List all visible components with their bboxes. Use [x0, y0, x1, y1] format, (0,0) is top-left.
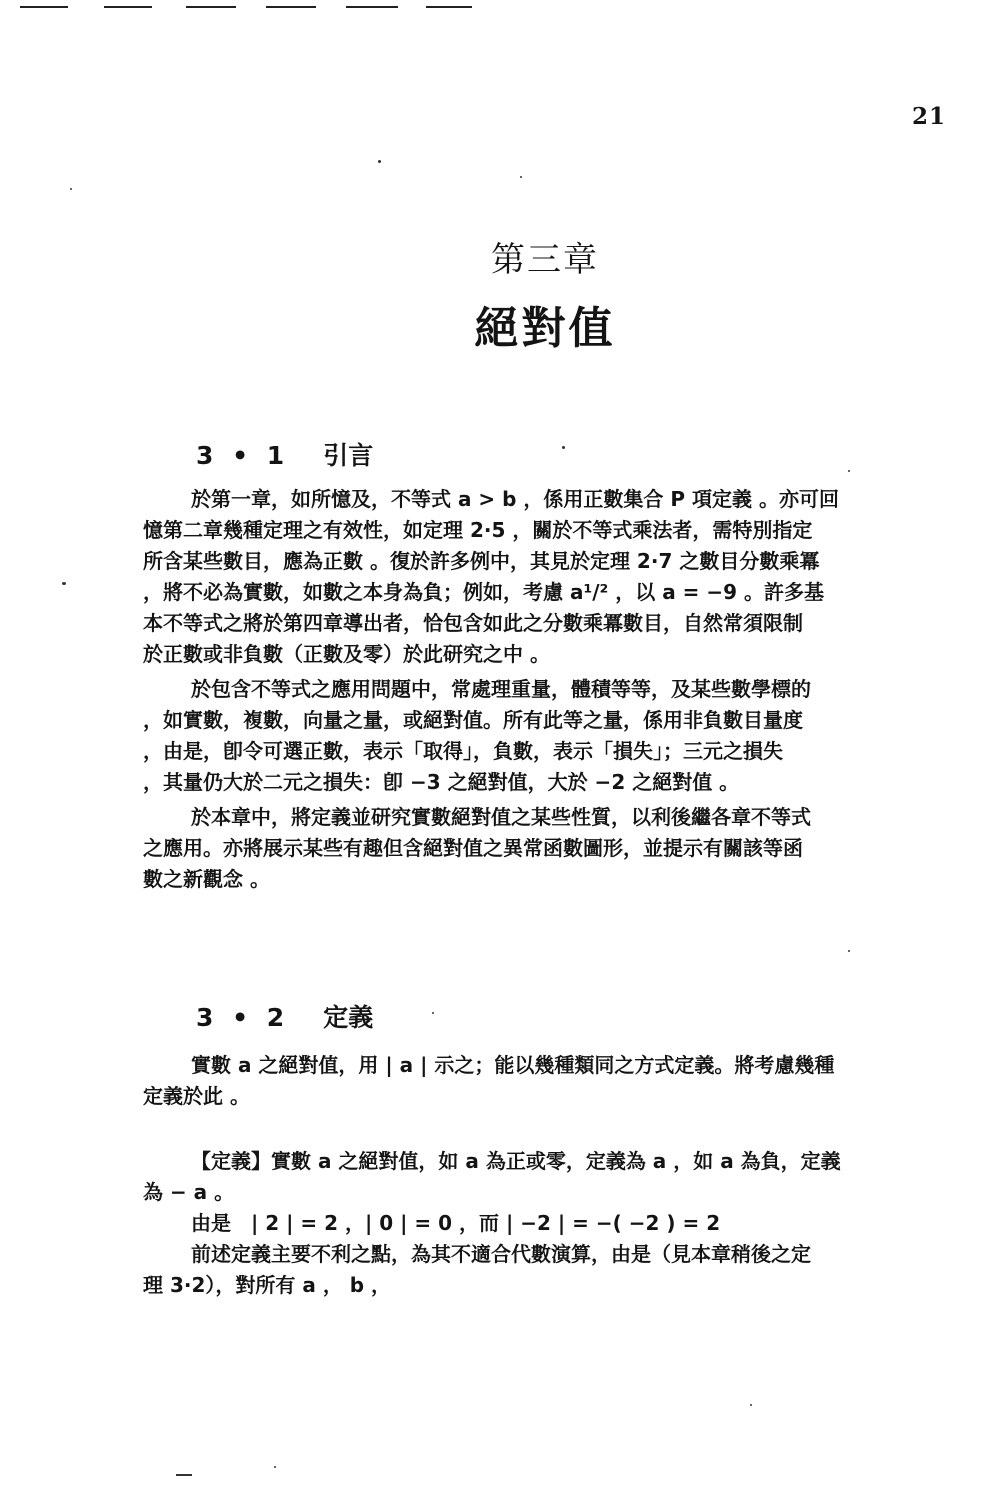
text-line: 由是 | 2 | = 2 ，| 0 | = 0 ，而 | −2 | = −( −2 ) = 2: [191, 1211, 721, 1235]
text-line: 憶第二章幾種定理之有效性，如定理 2·5 ，關於不等式乘法者，需特別指定: [143, 518, 813, 542]
chapter-label: 第三章: [491, 240, 599, 280]
text-line: ，如實數，複數，向量之量，或絕對值。所有此等之量，係用非負數目量度: [143, 708, 803, 732]
text-line: 為 − a 。: [143, 1180, 235, 1204]
paragraph: [143, 802, 963, 895]
scan-speck: [274, 1466, 276, 1468]
definition-block: [143, 1146, 963, 1208]
paragraph: [143, 1239, 963, 1301]
text-line: 數之新觀念 。: [143, 867, 270, 891]
text-line: 於本章中，將定義並研究實數絕對值之某些性質，以利後繼各章不等式: [191, 805, 811, 829]
text-line: 實數 a 之絕對值，用 | a | 示之；能以幾種類同之方式定義。將考慮幾種: [191, 1053, 835, 1077]
scan-speck: [176, 1474, 192, 1476]
text-line: 於正數或非負數（正數及零）於此研究之中 。: [143, 642, 550, 666]
text-line: 前述定義主要不利之點，為其不適合代數演算，由是（見本章稍後之定: [191, 1242, 811, 1266]
section-body-3-1: [143, 484, 963, 899]
text-line: 所含某些數目，應為正數 。復於許多例中，其見於定理 2·7 之數目分數乘冪: [143, 549, 820, 573]
section-heading-3-1: [196, 436, 373, 472]
scan-speck: [562, 446, 565, 449]
text-line: 理 3·2），對所有 a ， b ，: [143, 1273, 392, 1297]
text-line: ，由是，卽令可選正數，表示「取得」，負數，表示「損失」；三元之損失: [143, 739, 783, 763]
section-body-3-2: [143, 1050, 963, 1301]
text-line: 之應用。亦將展示某些有趣但含絕對值之異常函數圖形，並提示有關該等函: [143, 836, 803, 860]
scan-speck: [62, 582, 66, 585]
scan-speck: [378, 160, 381, 163]
scan-speck: [432, 1012, 434, 1014]
top-rule-marks: [20, 0, 480, 12]
text-line: ，其量仍大於二元之損失：卽 −3 之絕對值，大於 −2 之絕對值 。: [143, 770, 740, 794]
text-line: 於包含不等式之應用問題中，常處理重量，體積等等，及某些數學標的: [191, 677, 811, 701]
scan-speck: [520, 176, 522, 178]
paragraph: [143, 484, 963, 670]
section-title: 引言: [323, 441, 374, 470]
example-line: [143, 1208, 963, 1239]
text-line: 定義於此 。: [143, 1084, 250, 1108]
page-number: 21: [911, 103, 946, 130]
text-line: 本不等式之將於第四章導出者，恰包含如此之分數乘冪數目，自然常須限制: [143, 611, 803, 635]
scan-speck: [848, 950, 850, 952]
text-line: ，將不必為實數，如數之本身為負；例如，考慮 a¹/² ，以 a = −9 。許多基: [143, 580, 825, 604]
section-title: 定義: [323, 1003, 374, 1032]
scan-speck: [848, 470, 850, 472]
section-number: 3 • 1: [196, 441, 290, 470]
text-line: 於第一章，如所憶及，不等式 a > b ，係用正數集合 P 項定義 。亦可回: [191, 487, 839, 511]
paragraph: [143, 674, 963, 798]
scan-speck: [70, 188, 72, 190]
section-heading-3-2: [196, 998, 373, 1034]
text-line: 【定義】實數 a 之絕對值，如 a 為正或零，定義為 a ，如 a 為負，定義: [191, 1149, 841, 1173]
scan-speck: [750, 1404, 752, 1406]
paragraph: [143, 1050, 963, 1112]
section-number: 3 • 2: [196, 1003, 290, 1032]
chapter-title: 絕對值: [474, 303, 616, 354]
